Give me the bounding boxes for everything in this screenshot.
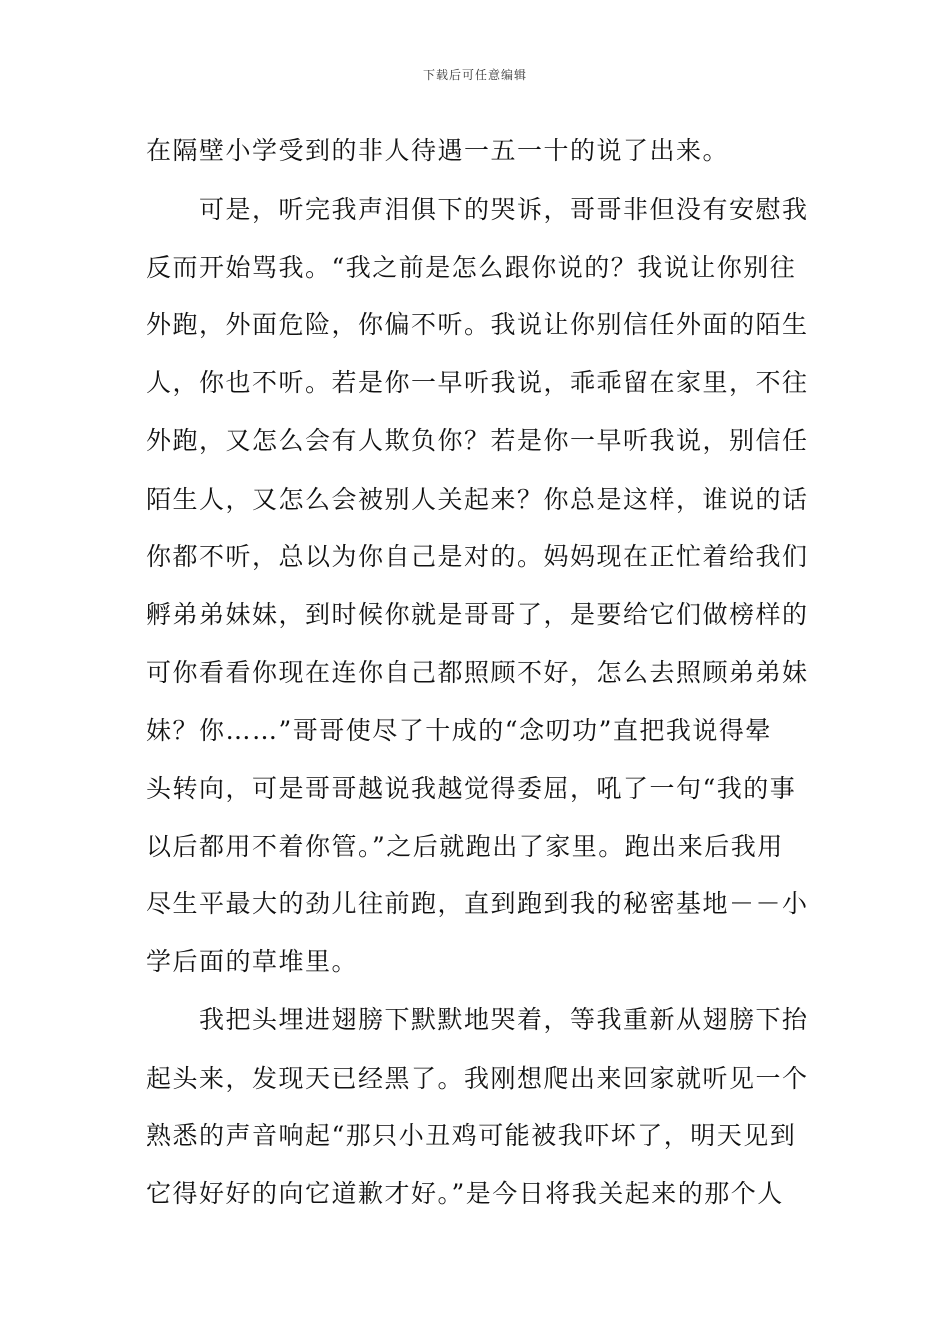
text-line: 你都不听，总以为你自己是对的。妈妈现在正忙着给我们 [146,542,809,571]
text-line: 我把头埋进翅膀下默默地哭着，等我重新从翅膀下抬 [146,1005,809,1034]
text-line: 起头来，发现天已经黑了。我刚想爬出来回家就听见一个 [146,1064,809,1093]
text-line: 熟悉的声音响起“那只小丑鸡可能被我吓坏了，明天见到 [146,1121,797,1150]
text-line: 妹？你……”哥哥使尽了十成的“念叨功”直把我说得晕 [146,716,772,745]
text-line: 头转向，可是哥哥越说我越觉得委屈，吼了一句“我的事 [146,774,797,803]
text-line: 它得好好的向它道歉才好。”是今日将我关起来的那个人 [146,1179,784,1208]
text-line: 尽生平最大的劲儿往前跑，直到跑到我的秘密基地－－小 [146,889,809,918]
page-header: 下载后可任意编辑 [422,68,527,82]
text-line: 陌生人，又怎么会被别人关起来？你总是这样，谁说的话 [146,485,809,514]
text-line: 人，你也不听。若是你一早听我说，乖乖留在家里，不往 [146,368,809,397]
text-line: 可你看看你现在连你自己都照顾不好，怎么去照顾弟弟妹 [146,658,809,687]
text-line: 学后面的草堆里。 [146,947,359,976]
text-line: 外跑，外面危险，你偏不听。我说让你别信任外面的陌生 [146,310,809,339]
text-line: 在隔壁小学受到的非人待遇一五一十的说了出来。 [146,136,730,165]
text-line: 外跑，又怎么会有人欺负你？若是你一早听我说，别信任 [146,426,809,455]
text-line: 以后都用不着你管。”之后就跑出了家里。跑出来后我用 [146,832,784,861]
text-line: 孵弟弟妹妹，到时候你就是哥哥了，是要给它们做榜样的 [146,600,809,629]
text-line: 反而开始骂我。“我之前是怎么跟你说的？我说让你别往 [146,253,797,282]
text-line: 可是，听完我声泪俱下的哭诉，哥哥非但没有安慰我 [146,195,809,224]
